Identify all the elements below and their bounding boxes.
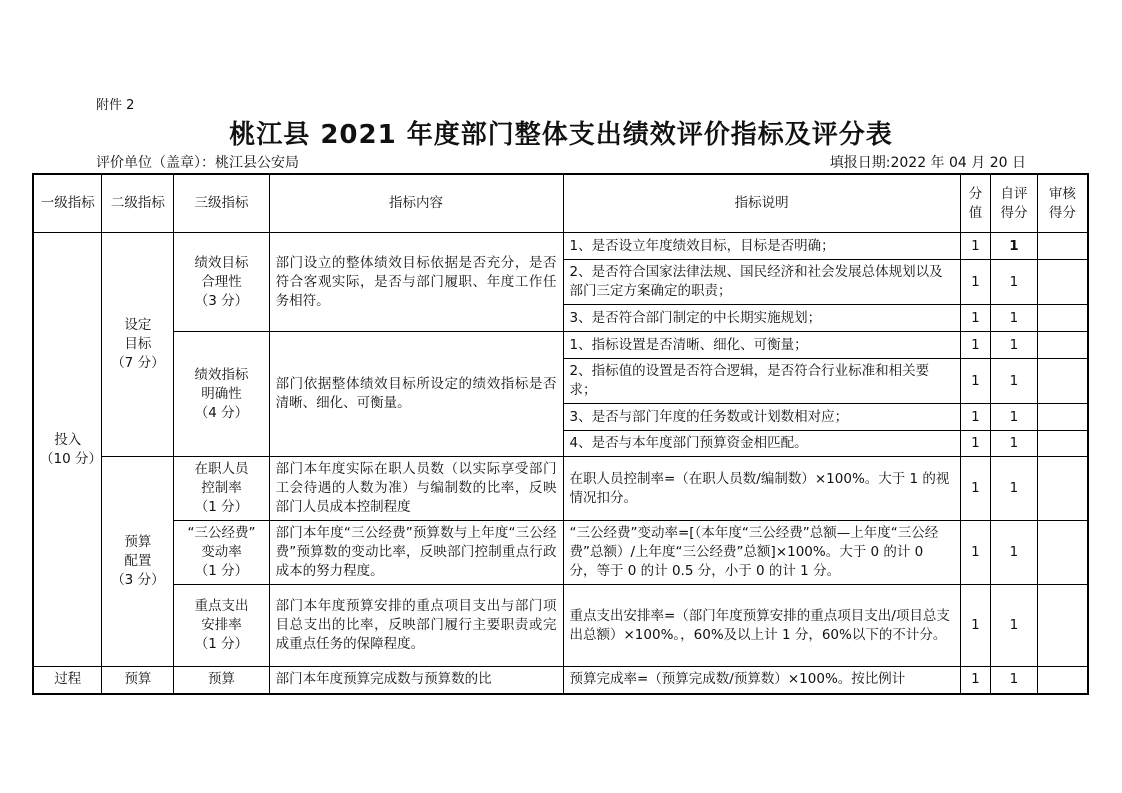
table-row bbox=[33, 667, 1088, 694]
description-cell: 3、是否与部门年度的任务数或计划数相对应； bbox=[563, 404, 960, 431]
description-cell: 3、是否符合部门制定的中长期实施规划； bbox=[563, 305, 960, 332]
self-score-cell: 1 bbox=[991, 305, 1038, 332]
level2-cell: 预算 bbox=[102, 667, 174, 694]
level3-cell: 预算 bbox=[174, 667, 269, 694]
content-cell: 部门本年度预算完成数与预算数的比 bbox=[269, 667, 563, 694]
level1-process-cell: 过程 bbox=[33, 667, 102, 694]
level3-cell: “三公经费” 变动率 （1 分） bbox=[174, 521, 269, 585]
description-cell: 预算完成率=（预算完成数/预算数）×100%。按比例计 bbox=[563, 667, 960, 694]
level2-target-cell: 设定 目标 （7 分） bbox=[102, 233, 174, 457]
review-score-cell bbox=[1037, 431, 1088, 457]
self-score-cell: 1 bbox=[991, 521, 1038, 585]
content-cell: 部门依据整体绩效目标所设定的绩效指标是否清晰、细化、可衡量。 bbox=[269, 332, 563, 457]
description-cell: 在职人员控制率=（在职人员数/编制数）×100%。大于 1 的视情况扣分。 bbox=[563, 457, 960, 521]
score-cell: 1 bbox=[960, 233, 990, 260]
description-cell: 1、是否设立年度绩效目标，目标是否明确； bbox=[563, 233, 960, 260]
header-review-score: 审核得分 bbox=[1037, 174, 1088, 233]
score-cell: 1 bbox=[960, 332, 990, 359]
description-cell: 重点支出安排率=（部门年度预算安排的重点项目支出/项目总支出总额）×100%。，60%及以上计 1 分，60%以下的不计分。 bbox=[563, 585, 960, 667]
score-cell: 1 bbox=[960, 431, 990, 457]
table-row bbox=[33, 457, 1088, 521]
level3-cell: 重点支出 安排率 （1 分） bbox=[174, 585, 269, 667]
self-score-cell: 1 bbox=[991, 332, 1038, 359]
self-score-cell: 1 bbox=[991, 667, 1038, 694]
score-cell: 1 bbox=[960, 305, 990, 332]
level3-cell: 绩效目标 合理性 （3 分） bbox=[174, 233, 269, 332]
review-score-cell bbox=[1037, 585, 1088, 667]
score-cell: 1 bbox=[960, 585, 990, 667]
level3-cell: 绩效指标 明确性 （4 分） bbox=[174, 332, 269, 457]
review-score-cell bbox=[1037, 521, 1088, 585]
self-score-cell: 1 bbox=[991, 233, 1038, 260]
score-cell: 1 bbox=[960, 521, 990, 585]
table-row bbox=[33, 233, 1088, 260]
review-score-cell bbox=[1037, 305, 1088, 332]
level2-budget-cell: 预算 配置 （3 分） bbox=[102, 457, 174, 667]
level3-cell: 在职人员 控制率 （1 分） bbox=[174, 457, 269, 521]
evaluation-table bbox=[32, 173, 1089, 695]
description-cell: 4、是否与本年度部门预算资金相匹配。 bbox=[563, 431, 960, 457]
header-description: 指标说明 bbox=[563, 174, 960, 233]
review-score-cell bbox=[1037, 457, 1088, 521]
self-score-cell: 1 bbox=[991, 431, 1038, 457]
review-score-cell bbox=[1037, 332, 1088, 359]
description-cell: “三公经费”变动率=[（本年度“三公经费”总额—上年度“三公经费”总额）/上年度“三公经费”总额]×100%。大于 0 的计 0 分，等于 0 的计 0.5 分，小于 0 的计 1 分。 bbox=[563, 521, 960, 585]
self-score-cell: 1 bbox=[991, 260, 1038, 305]
content-cell: 部门本年度预算安排的重点项目支出与部门项目总支出的比率，反映部门履行主要职责或完成重点任务的保障程度。 bbox=[269, 585, 563, 667]
self-score-cell: 1 bbox=[991, 359, 1038, 404]
table-row bbox=[33, 521, 1088, 585]
review-score-cell bbox=[1037, 359, 1088, 404]
header-content: 指标内容 bbox=[269, 174, 563, 233]
content-cell: 部门设立的整体绩效目标依据是否充分，是否符合客观实际，是否与部门履职、年度工作任务相符。 bbox=[269, 233, 563, 332]
attachment-label: 附件 2 bbox=[96, 98, 135, 113]
review-score-cell bbox=[1037, 667, 1088, 694]
header-self-score: 自评得分 bbox=[991, 174, 1038, 233]
report-date: 填报日期:2022 年 04 月 20 日 bbox=[829, 155, 1026, 171]
document-title: 桃江县 2021 年度部门整体支出绩效评价指标及评分表 bbox=[229, 120, 893, 150]
score-cell: 1 bbox=[960, 457, 990, 521]
score-cell: 1 bbox=[960, 260, 990, 305]
description-cell: 2、指标值的设置是否符合逻辑，是否符合行业标准和相关要求； bbox=[563, 359, 960, 404]
description-cell: 2、是否符合国家法律法规、国民经济和社会发展总体规划以及部门三定方案确定的职责； bbox=[563, 260, 960, 305]
score-cell: 1 bbox=[960, 404, 990, 431]
evaluation-unit: 评价单位（盖章）：桃江县公安局 bbox=[96, 155, 299, 171]
header-level3: 三级指标 bbox=[174, 174, 269, 233]
description-cell: 1、指标设置是否清晰、细化、可衡量； bbox=[563, 332, 960, 359]
header-level2: 二级指标 bbox=[102, 174, 174, 233]
review-score-cell bbox=[1037, 233, 1088, 260]
review-score-cell bbox=[1037, 404, 1088, 431]
level1-input-cell: 投入 （10 分） bbox=[33, 233, 102, 667]
table-row bbox=[33, 332, 1088, 359]
table-row bbox=[33, 585, 1088, 667]
content-cell: 部门本年度实际在职人员数（以实际享受部门工会待遇的人数为准）与编制数的比率，反映部门人员成本控制程度 bbox=[269, 457, 563, 521]
header-row bbox=[33, 174, 1088, 233]
self-score-cell: 1 bbox=[991, 457, 1038, 521]
self-score-cell: 1 bbox=[991, 585, 1038, 667]
score-cell: 1 bbox=[960, 359, 990, 404]
header-score: 分值 bbox=[960, 174, 990, 233]
header-level1: 一级指标 bbox=[33, 174, 102, 233]
self-score-cell: 1 bbox=[991, 404, 1038, 431]
content-cell: 部门本年度“三公经费”预算数与上年度“三公经费”预算数的变动比率，反映部门控制重点行政成本的努力程度。 bbox=[269, 521, 563, 585]
score-cell: 1 bbox=[960, 667, 990, 694]
review-score-cell bbox=[1037, 260, 1088, 305]
